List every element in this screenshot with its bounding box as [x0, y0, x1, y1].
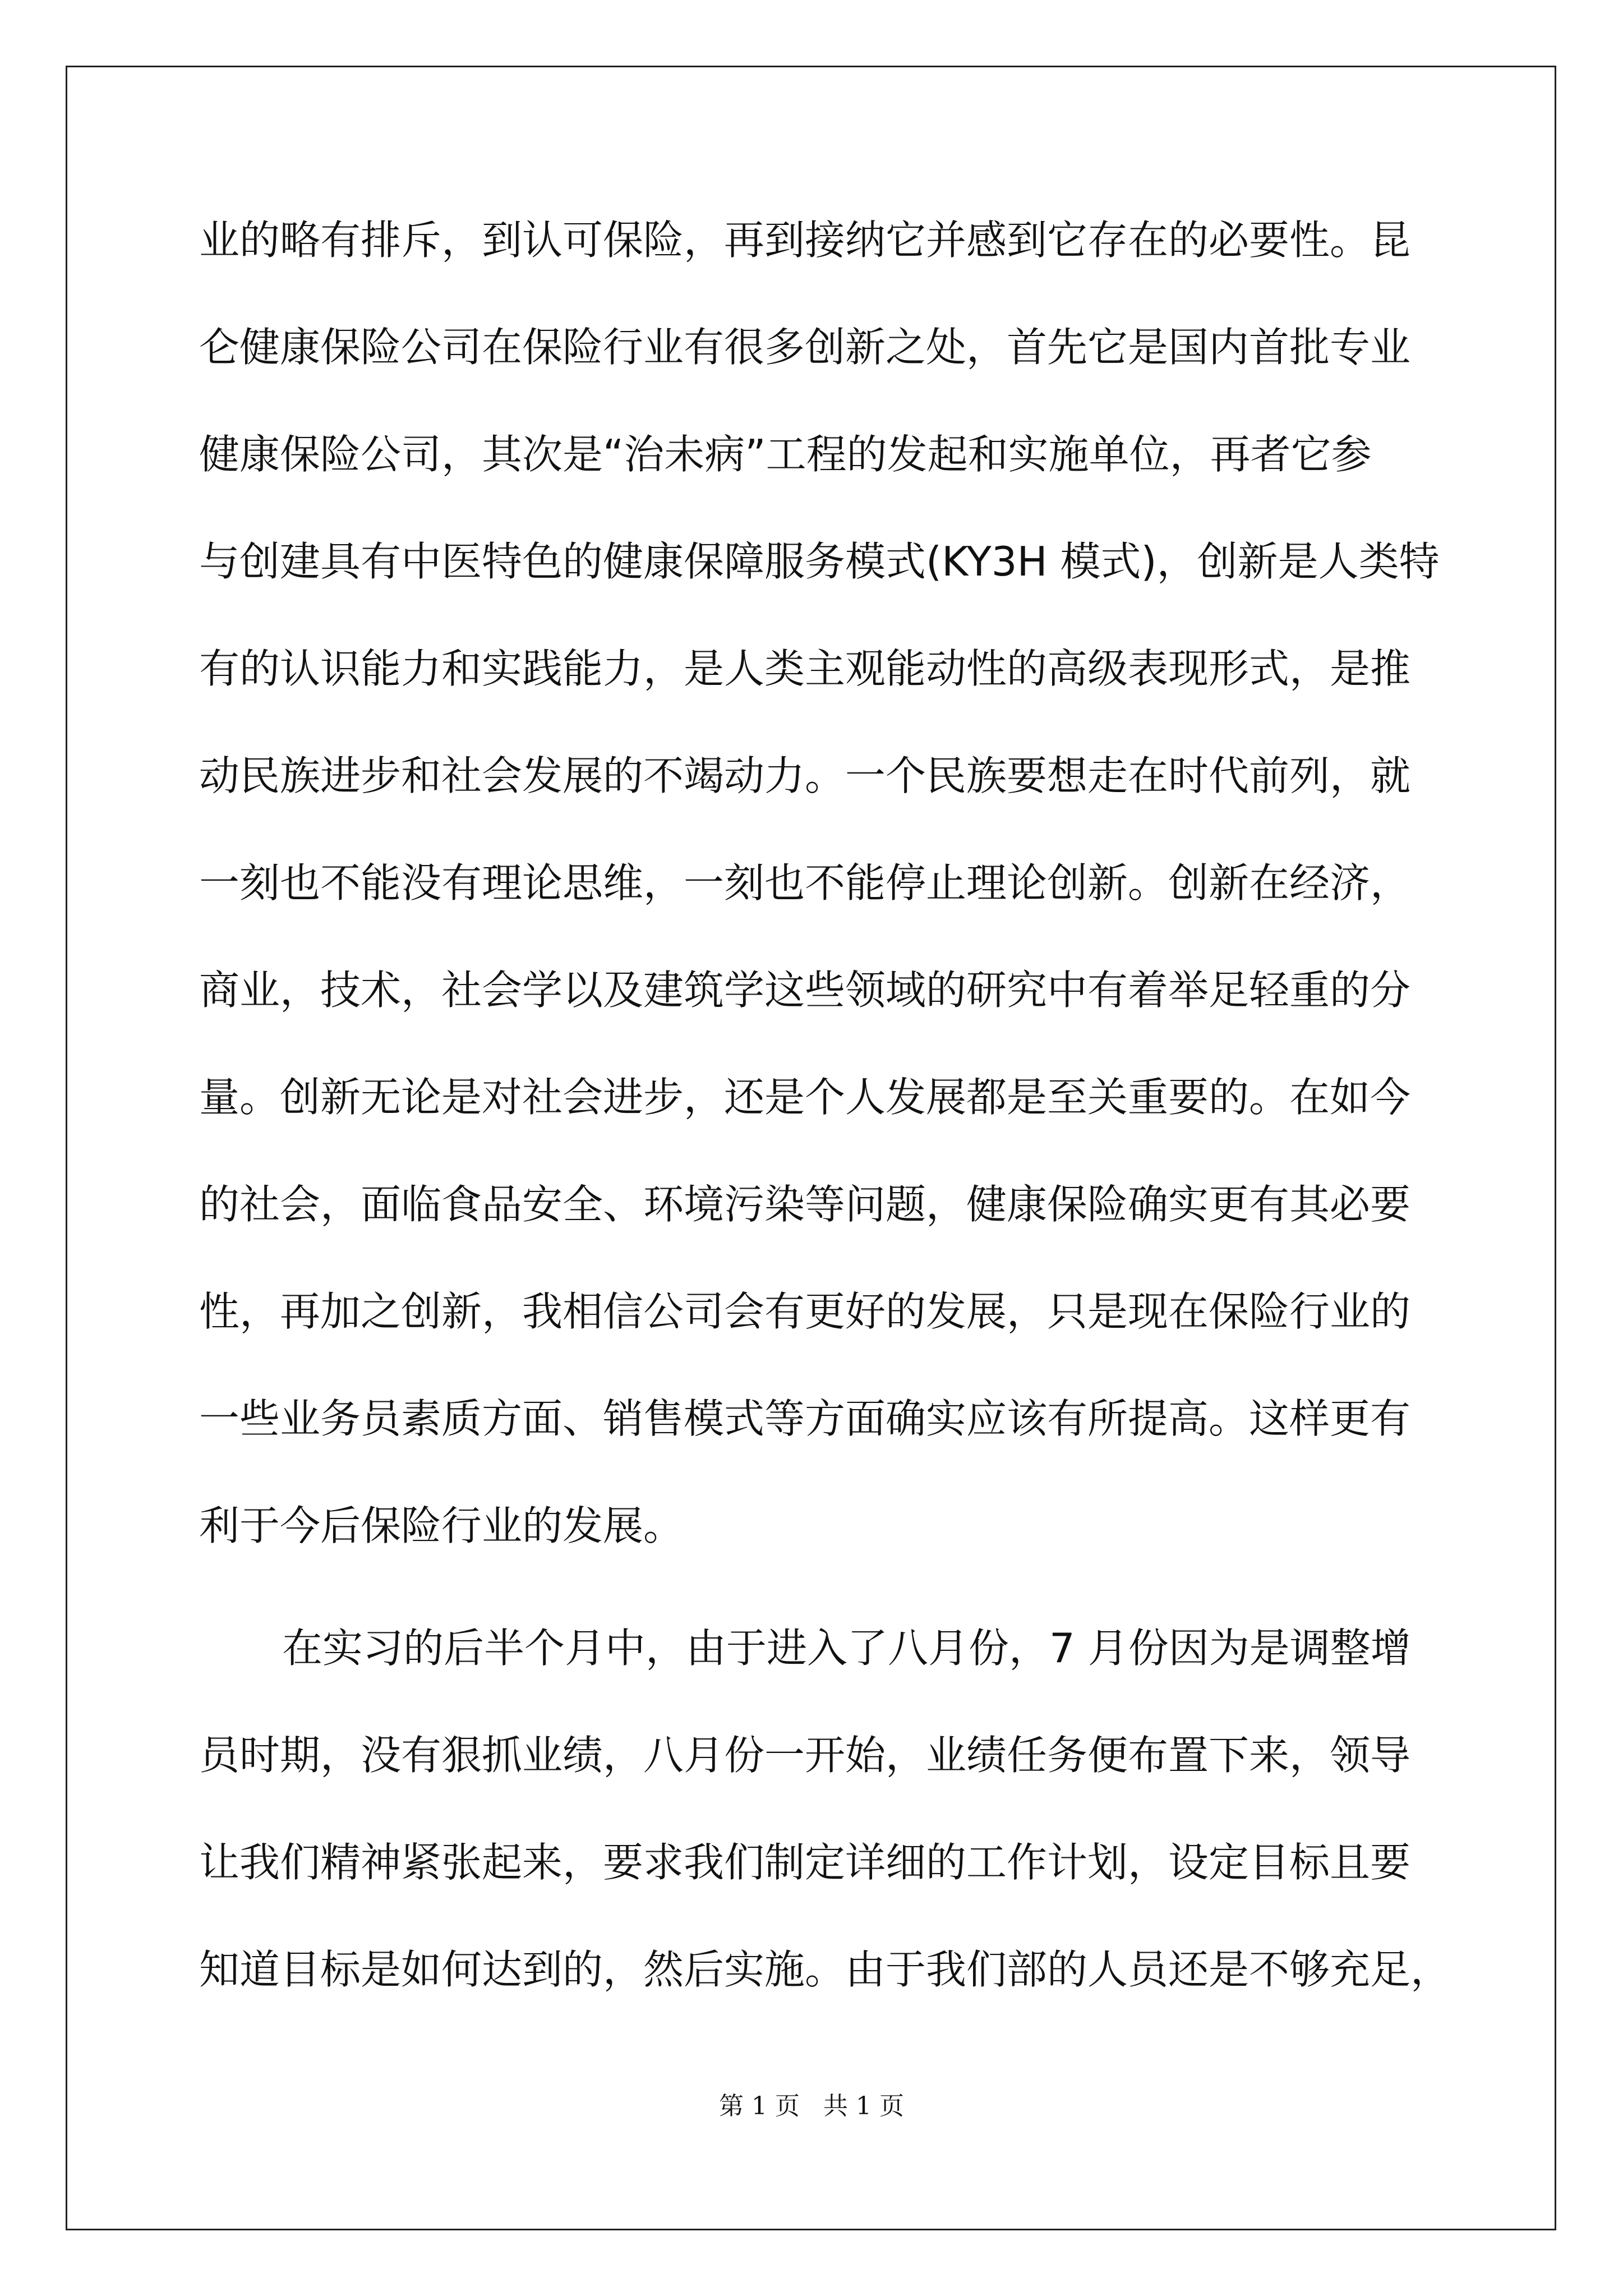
text-line: 员时期，没有狠抓业绩，八月份一开始，业绩任务便布置下来，领导 — [199, 1732, 1411, 1779]
text-line: 动民族进步和社会发展的不竭动力。一个民族要想走在时代前列，就 — [199, 752, 1411, 799]
text-line: 业的略有排斥，到认可保险，再到接纳它并感到它存在的必要性。昆 — [199, 217, 1411, 264]
text-line: 利于今后保险行业的发展。 — [199, 1502, 684, 1549]
paragraph-1 — [199, 210, 1440, 1603]
text-line: 在实习的后半个月中，由于进入了八月份，7 月份因为是调整增 — [282, 1625, 1411, 1672]
page-footer — [0, 2086, 1623, 2122]
text-line: 与创建具有中医特色的健康保障服务模式(KY3H 模式)，创新是人类特 — [199, 538, 1440, 585]
text-line: 仑健康保险公司在保险行业有很多创新之处，首先它是国内首批专业 — [199, 324, 1411, 371]
text-line: 有的认识能力和实践能力，是人类主观能动性的高级表现形式，是推 — [199, 645, 1411, 692]
page-number-label: 第 1 页 共 1 页 — [719, 2092, 904, 2120]
text-line: 商业，技术，社会学以及建筑学这些领域的研究中有着举足轻重的分 — [199, 967, 1411, 1014]
text-line: 健康保险公司，其次是“治未病”工程的发起和实施单位，再者它参 — [199, 431, 1372, 478]
text-line: 一些业务员素质方面、销售模式等方面确实应该有所提高。这样更有 — [199, 1395, 1411, 1442]
paragraph-spacer — [199, 1603, 1433, 1618]
text-line: 让我们精神紧张起来，要求我们制定详细的工作计划，设定目标且要 — [199, 1839, 1411, 1886]
text-line: 知道目标是如何达到的，然后实施。由于我们部的人员还是不够充足， — [199, 1946, 1451, 1993]
text-line: 一刻也不能没有理论思维，一刻也不能停止理论创新。创新在经济， — [199, 859, 1411, 907]
text-line: 的社会，面临食品安全、环境污染等问题，健康保险确实更有其必要 — [199, 1181, 1411, 1228]
text-line: 性，再加之创新，我相信公司会有更好的发展，只是现在保险行业的 — [199, 1288, 1411, 1335]
text-line: 量。创新无论是对社会进步，还是个人发展都是至关重要的。在如今 — [199, 1074, 1411, 1121]
document-body — [199, 210, 1451, 2047]
paragraph-2 — [199, 1618, 1451, 2047]
